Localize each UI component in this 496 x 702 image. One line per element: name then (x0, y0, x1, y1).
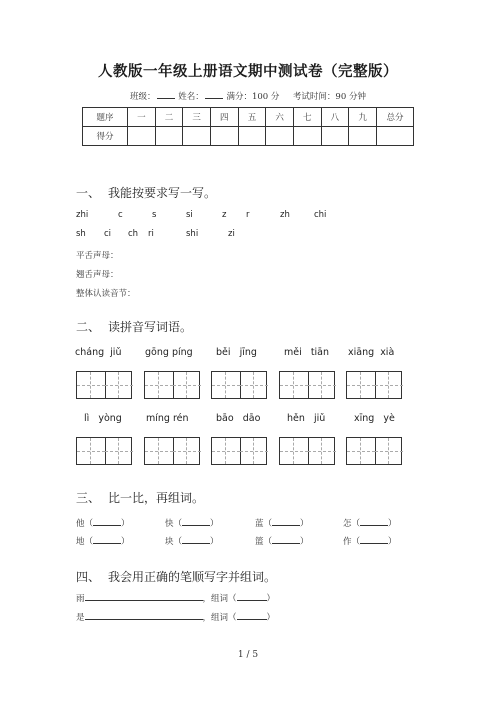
score-table-row (83, 127, 414, 146)
pinyin-word (284, 347, 329, 358)
pinyin: tiān (310, 347, 330, 358)
pinyin: píng (171, 347, 193, 358)
page-number: 1 / 5 (237, 650, 259, 660)
pinyin: gōng (145, 347, 169, 358)
retroflex-label: 翘舌声母： (76, 270, 119, 280)
header-cell: 总分 (377, 108, 414, 127)
syllable: sh (76, 229, 86, 239)
syllable: si (186, 210, 193, 220)
pinyin: cháng (75, 347, 105, 358)
pinyin-word (216, 347, 257, 358)
pinyin: míng (146, 413, 170, 424)
syllable: zhi (76, 210, 89, 220)
score-cell[interactable] (183, 127, 211, 146)
compare-item: 块（ ） (165, 534, 219, 547)
syllable: z (222, 210, 227, 220)
compare-item: 地（ ） (76, 534, 130, 547)
section-title: 比一比，再组词。 (108, 491, 205, 505)
score-cell[interactable] (377, 127, 414, 146)
pinyin: xīng (354, 413, 375, 424)
syllable: ci (104, 229, 112, 239)
syllable: ri (148, 229, 154, 239)
writing-grid[interactable] (76, 437, 132, 465)
pinyin-word (75, 347, 121, 358)
section-number: 四、 (76, 570, 101, 584)
character: 是 (76, 613, 85, 623)
syllable: c (118, 210, 123, 220)
writing-grid[interactable] (279, 437, 335, 465)
header-cell: 五 (238, 108, 266, 127)
pinyin-word (216, 413, 260, 424)
score-cell[interactable] (210, 127, 238, 146)
pinyin-word (354, 413, 395, 424)
compare-item: 篮（ ） (255, 534, 309, 547)
compare-item: 蓝（ ） (255, 516, 309, 529)
class-label: 班级： (130, 92, 156, 102)
writing-grid[interactable] (144, 371, 200, 399)
answer-blank[interactable] (182, 516, 210, 526)
syllable: shi (186, 229, 199, 239)
header-cell: 四 (210, 108, 238, 127)
writing-grid[interactable] (211, 437, 267, 465)
class-blank (157, 90, 175, 99)
pinyin-word (287, 413, 325, 424)
pinyin-word (348, 347, 394, 358)
section-number: 三、 (76, 491, 101, 505)
section-1-heading (76, 184, 216, 201)
score-table-header (83, 108, 414, 127)
pinyin: rén (172, 413, 189, 424)
word-blank[interactable] (237, 610, 267, 620)
whole-syllable-label: 整体认读音节： (76, 289, 136, 299)
exam-meta (0, 90, 496, 102)
answer-blank[interactable] (272, 516, 300, 526)
section-4-heading (76, 568, 276, 585)
header-cell: 七 (293, 108, 321, 127)
syllable: r (246, 210, 250, 220)
header-cell: 题序 (83, 108, 128, 127)
name-label: 姓名： (178, 92, 204, 102)
pinyin-word (145, 347, 193, 358)
pinyin: lì (84, 413, 90, 424)
pinyin: jiǔ (313, 413, 326, 424)
header-cell: 八 (321, 108, 349, 127)
name-blank (205, 90, 223, 99)
syllable: zh (280, 210, 290, 220)
syllable: chi (314, 210, 327, 220)
full-score: 满分：100 分 (226, 92, 280, 102)
pinyin: xià (380, 347, 395, 358)
pinyin: hěn (287, 413, 305, 424)
flat-tongue-label: 平舌声母： (76, 251, 119, 261)
word-blank[interactable] (237, 591, 267, 601)
score-table (82, 107, 414, 146)
section-number: 二、 (76, 320, 101, 334)
header-cell: 六 (266, 108, 294, 127)
stroke-blank[interactable] (85, 591, 203, 601)
section-3-heading (76, 489, 204, 506)
writing-grid[interactable] (346, 371, 402, 399)
compare-item: 怎（ ） (343, 516, 397, 529)
section-title: 我能按要求写一写。 (108, 186, 217, 200)
writing-grid[interactable] (144, 437, 200, 465)
section-2-heading (76, 318, 192, 335)
answer-blank[interactable] (182, 534, 210, 544)
section-number: 一、 (76, 186, 101, 200)
character: 雨 (76, 594, 85, 604)
score-cell[interactable] (266, 127, 294, 146)
header-cell: 三 (183, 108, 211, 127)
syllable: s (152, 210, 157, 220)
exam-time: 考试时间：90 分钟 (292, 92, 366, 102)
writing-grid[interactable] (279, 371, 335, 399)
score-cell[interactable] (155, 127, 183, 146)
score-cell[interactable] (238, 127, 266, 146)
answer-blank[interactable] (93, 516, 121, 526)
syllable: ch (128, 229, 139, 239)
pinyin-word (84, 413, 122, 424)
compare-item: 他（ ） (76, 516, 130, 529)
header-cell: 一 (128, 108, 156, 127)
section-title: 我会用正确的笔顺写字并组词。 (108, 570, 277, 584)
answer-blank[interactable] (360, 534, 388, 544)
pinyin: běi (216, 347, 231, 358)
score-cell[interactable] (349, 127, 377, 146)
pinyin: yè (383, 413, 395, 424)
stroke-order-item: 是 ，组词（ ） (76, 610, 275, 623)
pinyin: bāo (216, 413, 234, 424)
compare-item: 快（ ） (165, 516, 219, 529)
page-title: 人教版一年级上册语文期中测试卷（完整版） (98, 63, 398, 80)
pinyin: měi (284, 347, 302, 358)
score-cell[interactable] (321, 127, 349, 146)
pinyin: yòng (98, 413, 122, 424)
pinyin: xiāng (348, 347, 375, 358)
writing-grid[interactable] (211, 371, 267, 399)
score-row-label: 得分 (83, 127, 128, 146)
pinyin-word (146, 413, 189, 424)
score-cell[interactable] (293, 127, 321, 146)
header-cell: 二 (155, 108, 183, 127)
section-title: 读拼音写词语。 (108, 320, 193, 334)
pinyin: jīng (239, 347, 257, 358)
answer-blank[interactable] (360, 516, 388, 526)
header-cell: 九 (349, 108, 377, 127)
pinyin: jiǔ (110, 347, 122, 358)
syllable: zi (228, 229, 235, 239)
answer-blank[interactable] (272, 534, 300, 544)
writing-grid[interactable] (346, 437, 402, 465)
stroke-order-item: 雨 ，组词（ ） (76, 591, 275, 604)
answer-blank[interactable] (93, 534, 121, 544)
stroke-blank[interactable] (85, 610, 203, 620)
writing-grid[interactable] (76, 371, 132, 399)
pinyin: dāo (242, 413, 261, 424)
compare-item: 作（ ） (343, 534, 397, 547)
score-cell[interactable] (128, 127, 156, 146)
